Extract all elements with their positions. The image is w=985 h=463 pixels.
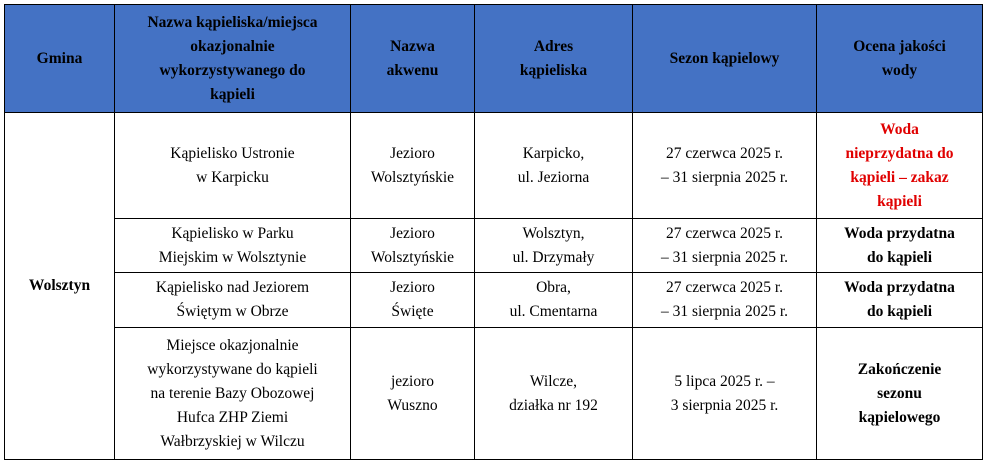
cell-line: Wilcze,: [529, 372, 578, 390]
table-row: [5, 273, 983, 328]
cell-line: sezonu: [877, 384, 922, 402]
cell-line: wykorzystywanego do: [159, 61, 306, 79]
cell-line: kąpieli – zakaz: [850, 168, 949, 186]
table-row: [5, 328, 983, 460]
cell-line: Wolsztyńskie: [370, 168, 455, 186]
akwen-cell: [351, 219, 475, 273]
nazwa-cell: [115, 219, 351, 273]
cell-line: – 31 sierpnia 2025 r.: [661, 303, 788, 320]
sezon-cell: [633, 328, 817, 460]
cell-line: Wolsztyn,: [522, 224, 585, 242]
cell-line: 27 czerwca 2025 r.: [665, 279, 784, 296]
cell-line: Woda przydatna: [844, 224, 955, 242]
adres-cell: [475, 273, 633, 328]
akwen-cell: [351, 328, 475, 460]
nazwa-cell: [115, 273, 351, 328]
cell-line: Ocena jakości: [853, 37, 946, 55]
akwen-cell: [351, 113, 475, 219]
gmina-cell: Wolsztyn: [5, 113, 115, 460]
cell-line: Sezon kąpielowy: [669, 49, 780, 67]
cell-line: 27 czerwca 2025 r.: [665, 144, 784, 162]
header-row: [5, 5, 983, 113]
cell-line: Jezioro: [390, 144, 435, 162]
header-nazwa-akwenu: [351, 5, 475, 113]
cell-line: Miejsce okazjonalnie: [166, 336, 299, 354]
cell-line: kąpieli: [210, 85, 255, 103]
cell-line: kąpieli: [877, 192, 922, 210]
cell-line: – 31 sierpnia 2025 r.: [661, 168, 788, 186]
cell-line: ul. Jeziorna: [517, 168, 590, 186]
cell-line: Woda: [880, 120, 919, 138]
adres-cell: [475, 219, 633, 273]
cell-line: wykorzystywane do kąpieli: [147, 360, 318, 378]
header-gmina: [5, 5, 115, 113]
cell-line: Nazwa: [390, 37, 435, 55]
cell-line: kąpielowego: [858, 408, 941, 426]
cell-line: w Karpicku: [196, 168, 269, 186]
cell-line: działka nr 192: [509, 396, 598, 414]
ocena-cell: [817, 328, 983, 460]
header-sezon: [633, 5, 817, 113]
cell-line: – 31 sierpnia 2025 r.: [661, 248, 788, 266]
cell-line: okazjonalnie: [190, 37, 275, 55]
cell-line: Świętym w Obrze: [176, 303, 289, 320]
header-nazwa-kapieliska: [115, 5, 351, 113]
cell-line: 3 sierpnia 2025 r.: [670, 396, 779, 414]
header-ocena: [817, 5, 983, 113]
cell-line: Karpicko,: [522, 144, 585, 162]
cell-line: Adres: [533, 37, 574, 55]
sezon-cell: [633, 273, 817, 328]
adres-cell: [475, 328, 633, 460]
cell-line: kąpieliska: [519, 61, 588, 79]
ocena-cell: [817, 113, 983, 219]
cell-line: Wałbrzyskiej w Wilczu: [160, 432, 305, 450]
table-row: [5, 219, 983, 273]
ocena-cell: [817, 273, 983, 328]
cell-line: Kąpielisko nad Jeziorem: [155, 279, 310, 296]
sezon-cell: [633, 219, 817, 273]
adres-cell: [475, 113, 633, 219]
akwen-cell: [351, 273, 475, 328]
cell-line: Obra,: [536, 279, 571, 296]
nazwa-cell: [115, 328, 351, 460]
cell-line: do kąpieli: [866, 248, 933, 266]
cell-line: Jezioro: [390, 224, 435, 242]
cell-line: Kąpielisko w Parku: [171, 224, 294, 242]
cell-line: akwenu: [386, 61, 439, 79]
table-row: [5, 113, 983, 219]
cell-line: jezioro: [390, 372, 435, 390]
cell-line: nieprzydatna do: [845, 144, 954, 162]
cell-line: wody: [881, 61, 918, 79]
cell-line: 5 lipca 2025 r. –: [674, 372, 775, 390]
ocena-cell: [817, 219, 983, 273]
header-adres: [475, 5, 633, 113]
cell-line: Nazwa kąpieliska/miejsca: [147, 13, 318, 31]
cell-line: Zakończenie: [857, 360, 942, 378]
cell-line: Miejskim w Wolsztynie: [158, 248, 307, 266]
cell-line: Wuszno: [387, 396, 438, 414]
cell-line: do kąpieli: [866, 303, 933, 320]
bathing-sites-table: [4, 4, 983, 460]
cell-line: Woda przydatna: [844, 279, 955, 296]
cell-line: Hufca ZHP Ziemi: [176, 408, 289, 426]
cell-line: Święte: [391, 303, 434, 320]
cell-line: na terenie Bazy Obozowej: [150, 384, 315, 402]
cell-line: Wolsztyńskie: [370, 248, 455, 266]
sezon-cell: [633, 113, 817, 219]
cell-line: ul. Drzymały: [512, 248, 595, 266]
cell-line: ul. Cmentarna: [509, 303, 598, 320]
nazwa-cell: [115, 113, 351, 219]
cell-line: Jezioro: [390, 279, 435, 296]
cell-line: 27 czerwca 2025 r.: [665, 224, 784, 242]
cell-line: Kąpielisko Ustronie: [170, 144, 295, 162]
cell-line: Gmina: [36, 49, 83, 67]
